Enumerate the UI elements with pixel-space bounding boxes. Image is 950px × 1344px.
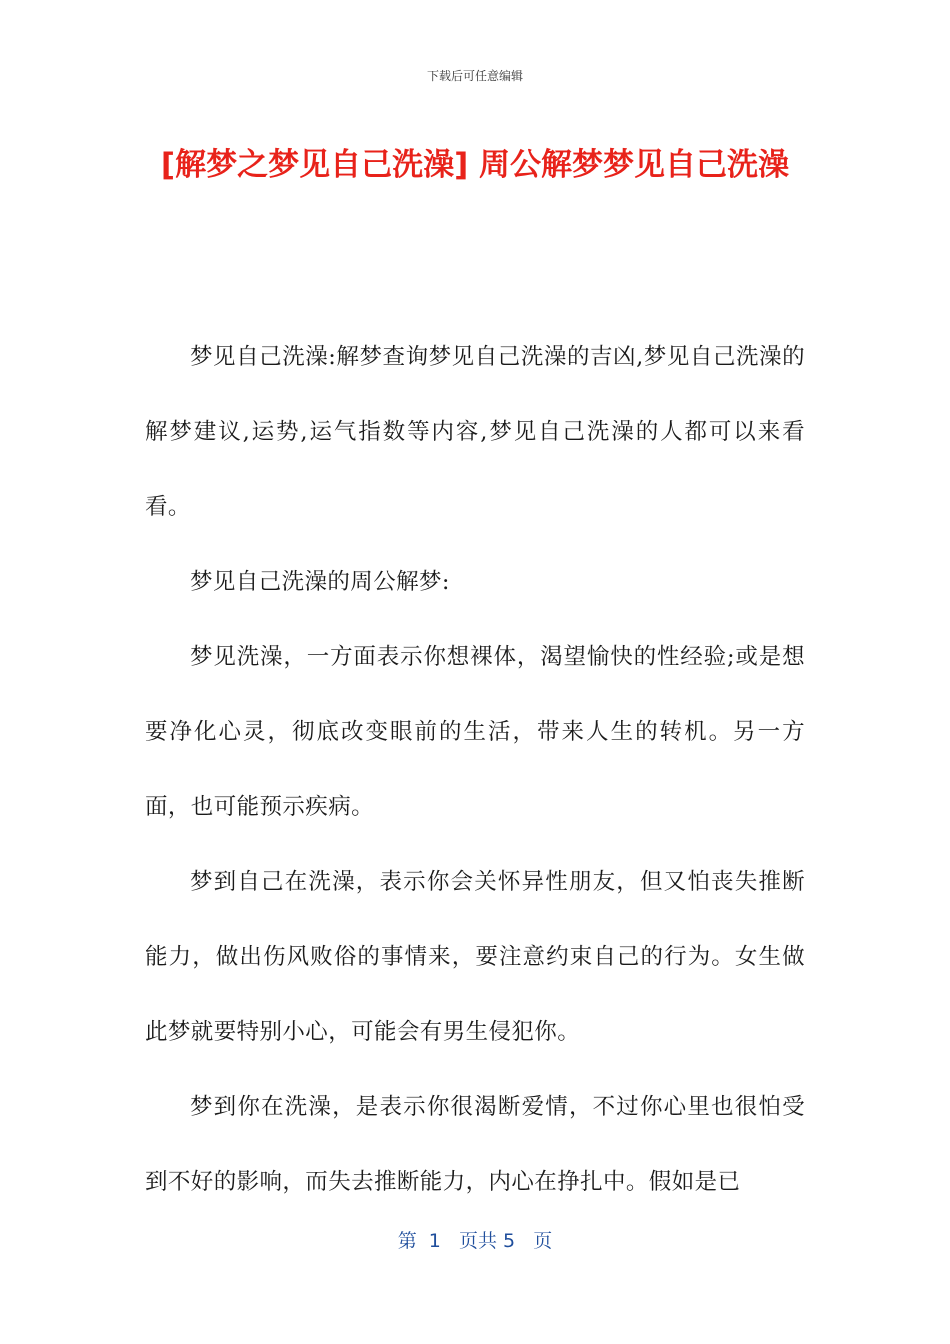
paragraph-dream-bathing: 梦见洗澡，一方面表示你想裸体，渴望愉快的性经验;或是想要净化心灵，彻底改变眼前的生活，带来人生的转机。另一方面，也可能预示疾病。 [145, 644, 805, 820]
page-header-note: 下载后可任意编辑 [426, 69, 523, 83]
paragraph-dream-you-bathing: 梦到你在洗澡，是表示你很渴断爱情，不过你心里也很怕受到不好的影响，而失去推断能力，内心在挣扎中。假如是已 [145, 1094, 805, 1195]
document-body [145, 320, 805, 1220]
paragraph-intro: 梦见自己洗澡:解梦查询梦见自己洗澡的吉凶,梦见自己洗澡的解梦建议,运势,运气指数等内容,梦见自己洗澡的人都可以来看看。 [145, 344, 805, 520]
document-title: [解梦之梦见自己洗澡] 周公解梦梦见自己洗澡 [160, 147, 790, 183]
paragraph-dream-self-bathing: 梦到自己在洗澡，表示你会关怀异性朋友，但又怕丧失推断能力，做出伤风败俗的事情来，要注意约束自己的行为。女生做此梦就要特别小心，可能会有男生侵犯你。 [145, 869, 805, 1045]
paragraph-subheading: 梦见自己洗澡的周公解梦: [190, 569, 450, 595]
page-number-footer: 第 1 页共 5 页 [397, 1230, 553, 1252]
